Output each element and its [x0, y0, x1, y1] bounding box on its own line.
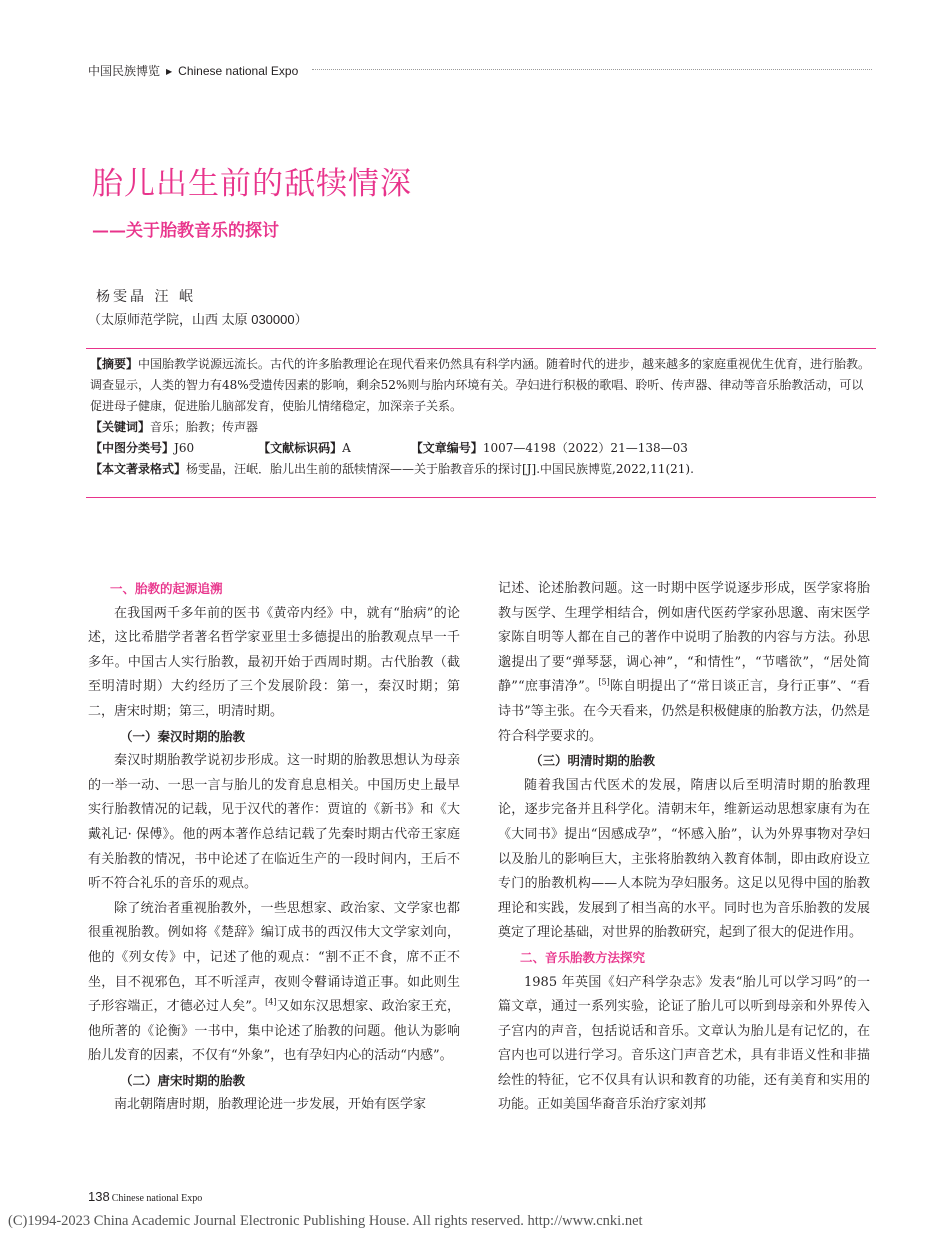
meta-top-rule: [86, 348, 876, 349]
abstract-text: 中国胎教学说源远流长。古代的许多胎教理论在现代看来仍然具有科学内涵。随着时代的进步，越来越多的家庭重视优生优育，进行胎教。调查显示，人类的智力有48%受遗传因素的影响，剩余52%则与胎内环境有关。孕妇进行积极的歌唱、聆听、传声器、律动等音乐胎教活动，可以促进母子健康，促进胎儿脑部发育，使胎儿情绪稳定，加深亲子关系。: [90, 357, 871, 413]
article-subtitle: ——关于胎教音乐的探讨: [92, 221, 279, 241]
left-column: [88, 577, 460, 1118]
keywords-label: 【关键词】: [90, 420, 151, 434]
footer-journal-en: Chinese national Expo: [111, 1193, 203, 1204]
section-heading-origin: 一、胎教的起源追溯: [110, 582, 223, 596]
paragraph: 随着我国古代医术的发展，隋唐以后至明清时期的胎教理论，逐步完备并且科学化。清朝末年，维新运动思想家康有为在《大同书》提出“因感成孕”，“怀感入胎”，认为外界事物对孕妇以及胎儿的影响巨大，主张将胎教纳入教育体制，即由政府设立专门的胎教机构——人本院为孕妇服务。这足以见得中国的胎教理论和实践，发展到了相当高的水平。同时也为音乐胎教的发展奠定了理论基础，对世界的胎教研究，起到了很大的促进作用。: [498, 777, 870, 941]
page-number: 138: [88, 1189, 110, 1204]
paragraph-text: 又如东汉思想家、政治家王充，他所著的《论衡》一书中，集中论述了胎教的问题。他认为影响胎儿发育的因素，不仅有“外象”，也有孕妇内心的活动“内感”。: [88, 999, 460, 1064]
meta-bottom-rule: [86, 497, 876, 498]
affiliation: （太原师范学院，山西 太原 030000）: [88, 312, 308, 327]
citation-text: 杨雯晶，汪岷．胎儿出生前的舐犊情深——关于胎教音乐的探讨[J].中国民族博览,2022,11(21).: [186, 462, 694, 476]
paragraph: 在我国两千多年前的医书《黄帝内经》中，就有“胎病”的论述，这比希腊学者著名哲学家亚里士多德提出的胎教观点早一千多年。中国古人实行胎教，最初开始于西周时期。古代胎教（截至明清时期）大约经历了三个发展阶段：第一，秦汉时期；第二，唐宋时期；第三，明清时期。: [88, 605, 460, 719]
article-title: 胎儿出生前的舐犊情深: [92, 166, 412, 202]
clc-value: J60: [174, 441, 195, 455]
header-journal-en: Chinese national Expo: [178, 64, 299, 78]
paragraph: 南北朝隋唐时期，胎教理论进一步发展，开始有医学家: [114, 1097, 427, 1113]
article-number-label: 【文章编号】: [410, 441, 483, 455]
keywords-text: 音乐；胎教；传声器: [150, 420, 259, 434]
article-number-value: 1007—4198（2022）21—138—03: [482, 441, 688, 455]
paragraph-text: 除了统治者重视胎教外，一些思想家、政治家、文学家也都很重视胎教。例如将《楚辞》编订成书的西汉伟大文学家刘向，他的《列女传》中，记述了他的观点：“割不正不食，席不正不坐，目不视邪色，耳不听淫声，夜则令瞽诵诗道正事。如此则生子形容端正，才德必过人矣”。: [88, 900, 460, 1015]
citation-ref: [5]: [598, 678, 610, 688]
doc-code-label: 【文献标识码】: [258, 441, 343, 455]
triangle-icon: ▶: [166, 67, 173, 76]
paragraph: [88, 897, 460, 1069]
paragraph: 1985 年英国《妇产科学杂志》发表“胎儿可以学习吗”的一篇文章，通过一系列实验，论证了胎儿可以听到母亲和外界传入子宫内的声音，包括说话和音乐。文章认为胎儿是有记忆的，在宫内也可以进行学习。音乐这门声音艺术，具有非语义性和非描绘性的特征，它不仅具有认识和教育的功能，还有美育和实用的功能。正如美国华裔音乐治疗家刘邦: [498, 974, 870, 1113]
subsection-heading-ming-qing: （三）明清时期的胎教: [530, 754, 656, 769]
meta-block: [90, 354, 874, 480]
copyright-line: (C)1994-2023 China Academic Journal Electronic Publishing House. All rights reserved. http://www.cnki.net: [8, 1213, 643, 1229]
page-footer: [88, 1189, 202, 1204]
classification-row: [90, 438, 874, 459]
abstract: [90, 354, 874, 417]
citation: [90, 459, 874, 480]
authors: 杨雯晶 汪 岷: [96, 289, 196, 305]
abstract-label: 【摘要】: [90, 357, 139, 371]
citation-label: 【本文著录格式】: [90, 462, 187, 476]
clc-label: 【中图分类号】: [90, 441, 175, 455]
section-heading-music-methods: 二、音乐胎教方法探究: [520, 950, 646, 965]
keywords: [90, 417, 874, 438]
doc-code-value: A: [342, 441, 351, 455]
running-header: [88, 62, 298, 79]
header-dotted-rule: [312, 69, 872, 70]
header-journal-cn: 中国民族博览: [88, 64, 161, 78]
right-column: [498, 577, 870, 1118]
subsection-heading-tang-song: （二）唐宋时期的胎教: [120, 1073, 246, 1088]
citation-ref: [4]: [265, 997, 277, 1007]
paragraph: 秦汉时期胎教学说初步形成。这一时期的胎教思想认为母亲的一举一动、一思一言与胎儿的发育息息相关。中国历史上最早实行胎教情况的记载，见于汉代的著作：贾谊的《新书》和《大戴礼记· 保傅》。他的两本著作总结记载了先秦时期古代帝王家庭有关胎教的情况，书中论述了在临近生产的一段时间内，王后不听不符合礼乐的音乐的观点。: [88, 753, 460, 892]
paragraph-text: 陈自明提出了“常日谈正言，身行正事”、“看诗书”等主张。在今天看来，仍然是积极健康的胎教方法，仍然是符合科学要求的。: [498, 679, 870, 744]
paragraph-text: 记述、论述胎教问题。这一时期中医学说逐步形成，医学家将胎教与医学、生理学相结合，例如唐代医药学家孙思邈、南宋医学家陈自明等人都在自己的著作中说明了胎教的内容与方法。孙思邈提出了要“弹琴瑟，调心神”，“和情性”，“节嗜欲”，“居处简静”“庶事清净”。: [498, 581, 870, 695]
paragraph: [498, 577, 870, 749]
subsection-heading-qin-han: （一）秦汉时期的胎教: [120, 729, 246, 744]
